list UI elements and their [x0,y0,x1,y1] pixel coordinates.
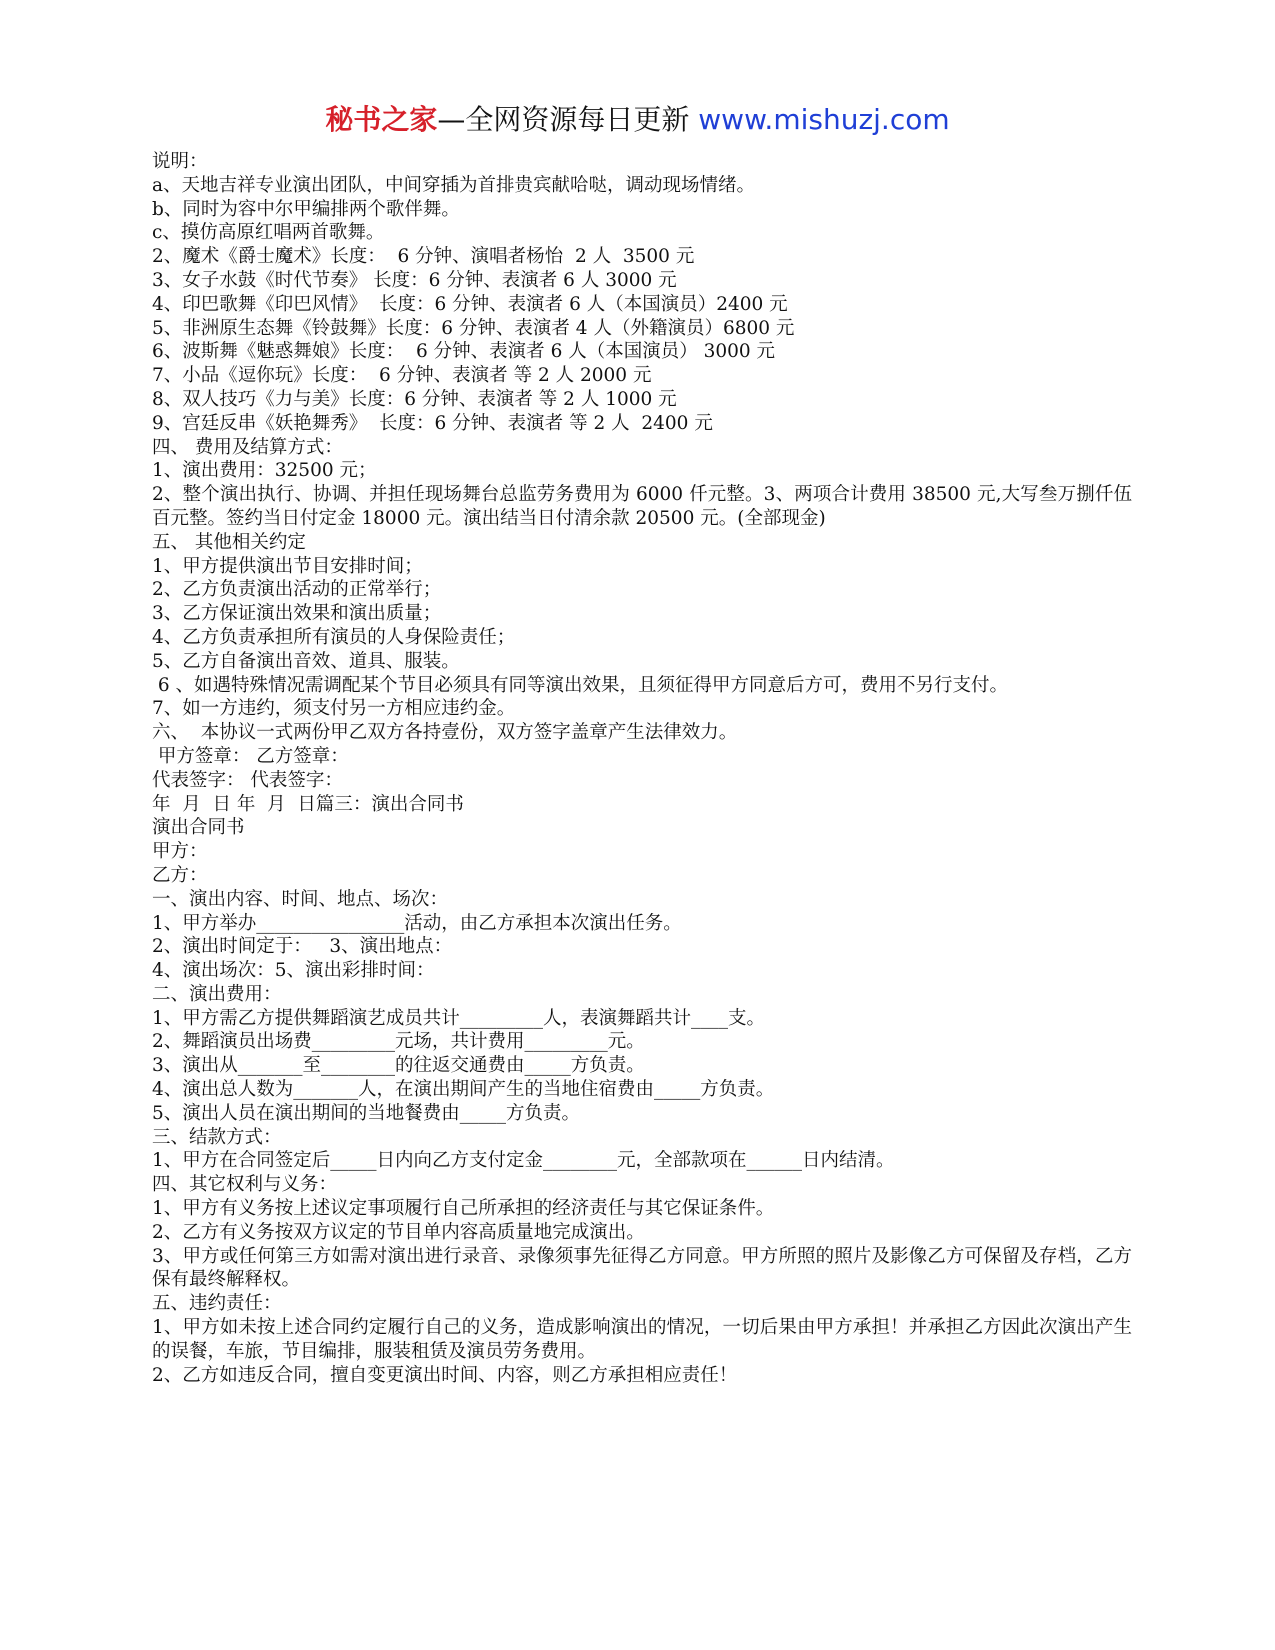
text-line: 3、乙方保证演出效果和演出质量； [152,603,442,625]
text-line: 1、演出费用：32500 元； [152,460,377,482]
header-tagline: —全网资源每日更新 [437,103,699,136]
text-paragraph: 6 、如遇特殊情况需调配某个节目必须具有同等演出效果，且须征得甲方同意后方可，费用不另行支付。 [152,674,1009,696]
text-line: 1、甲方需乙方提供舞蹈演艺成员共计_________人，表演舞蹈共计____支。 [152,1007,766,1029]
text-paragraph: 3、甲方或任何第三方如需对演出进行录音、录像须事先征得乙方同意。甲方所照的照片及影像乙方可保留及存档，乙方保有最终解释权。 [152,1245,1132,1291]
text-line: 2、乙方如违反合同，擅自变更演出时间、内容，则乙方承担相应责任！ [152,1364,738,1386]
text-line: 2、舞蹈演员出场费_________元场，共计费用_________元。 [152,1031,645,1053]
text-line: 4、乙方负责承担所有演员的人身保险责任； [152,626,516,648]
program-item: 3、女子水鼓《时代节奏》 长度：6 分钟、表演者 6 人 3000 元 [152,269,677,291]
program-item: 9、宫廷反串《妖艳舞秀》 长度：6 分钟、表演者 等 2 人 2400 元 [152,412,713,434]
program-item: 4、印巴歌舞《印巴风情》 长度：6 分钟、表演者 6 人（本国演员）2400 元 [152,293,788,315]
signature-line: 代表签字： 代表签字： [152,769,343,791]
program-item: 2、魔术《爵士魔术》长度： 6 分钟、演唱者杨怡 2 人 3500 元 [152,246,695,268]
program-item: 8、双人技巧《力与美》长度：6 分钟、表演者 等 2 人 1000 元 [152,388,677,410]
party-a-line: 甲方： [152,841,208,863]
contract-title: 演出合同书 [152,817,245,839]
section-heading: 四、其它权利与义务： [152,1174,338,1196]
text-line: 说明： [152,151,208,172]
text-line: 1、甲方提供演出节目安排时间； [152,555,423,577]
program-item: 7、小品《逗你玩》长度： 6 分钟、表演者 等 2 人 2000 元 [152,365,652,387]
contract-body [152,150,1132,1387]
site-header [0,100,1275,140]
site-url-link[interactable]: www.mishuzj.com [698,103,950,136]
program-item: 5、非洲原生态舞《铃鼓舞》长度：6 分钟、表演者 4 人（外籍演员）6800 元 [152,317,795,339]
section-heading: 六、 本协议一式两份甲乙双方各持壹份，双方签字盖章产生法律效力。 [152,722,738,744]
text-paragraph: 2、整个演出执行、协调、并担任现场舞台总监劳务费用为 6000 仟元整。3、两项合计费用 38500 元,大写叁万捌仟伍百元整。签约当日付定金 18000 元。演出结当日付清余款 20500 元。(全部现金) [152,484,1132,529]
date-line: 年 月 日 年 月 日篇三：演出合同书 [152,793,464,815]
text-line: 4、演出总人数为_______人，在演出期间产生的当地住宿费由_____方负责。 [152,1079,775,1101]
text-line: a、天地吉祥专业演出团队，中间穿插为首排贵宾献哈哒，调动现场情绪。 [152,174,756,196]
text-line: 2、乙方有义务按双方议定的节目单内容高质量地完成演出。 [152,1221,645,1243]
party-b-line: 乙方： [152,864,208,886]
section-heading: 一、演出内容、时间、地点、场次： [152,888,449,910]
text-line: 5、乙方自备演出音效、道具、服装。 [152,650,460,672]
brand-name: 秘书之家 [325,103,438,136]
section-heading: 四、 费用及结算方式： [152,436,343,458]
program-item: 6、波斯舞《魅惑舞娘》长度： 6 分钟、表演者 6 人（本国演员） 3000 元 [152,341,776,363]
text-line: 3、演出从_______至________的往返交通费由_____方负责。 [152,1055,645,1077]
text-line: 1、甲方有义务按上述议定事项履行自己所承担的经济责任与其它保证条件。 [152,1198,775,1220]
text-paragraph: 1、甲方如未按上述合同约定履行自己的义务，造成影响演出的情况，一切后果由甲方承担！并承担乙方因此次演出产生的误餐，车旅，节目编排，服装租赁及演员劳务费用。 [152,1317,1132,1362]
text-line: 2、演出时间定于： 3、演出地点： [152,936,453,958]
text-line: 1、甲方在合同签定后_____日内向乙方支付定金________元，全部款项在______日内结清。 [152,1150,895,1172]
text-line: b、同时为容中尔甲编排两个歌伴舞。 [152,198,460,220]
section-heading: 二、演出费用： [152,983,282,1005]
section-heading: 五、违约责任： [152,1293,282,1315]
text-line: 5、演出人员在演出期间的当地餐费由_____方负责。 [152,1102,581,1124]
text-line: 1、甲方举办________________活动，由乙方承担本次演出任务。 [152,912,682,934]
text-line: 7、如一方违约，须支付另一方相应违约金。 [152,698,516,720]
signature-line: 甲方签章： 乙方签章： [152,745,349,767]
text-line: 2、乙方负责演出活动的正常举行； [152,579,442,601]
section-heading: 三、结款方式： [152,1126,282,1148]
text-line: 4、演出场次：5、演出彩排时间： [152,960,435,982]
text-line: c、摸仿高原红唱两首歌舞。 [152,222,385,244]
section-heading: 五、 其他相关约定 [152,531,306,553]
